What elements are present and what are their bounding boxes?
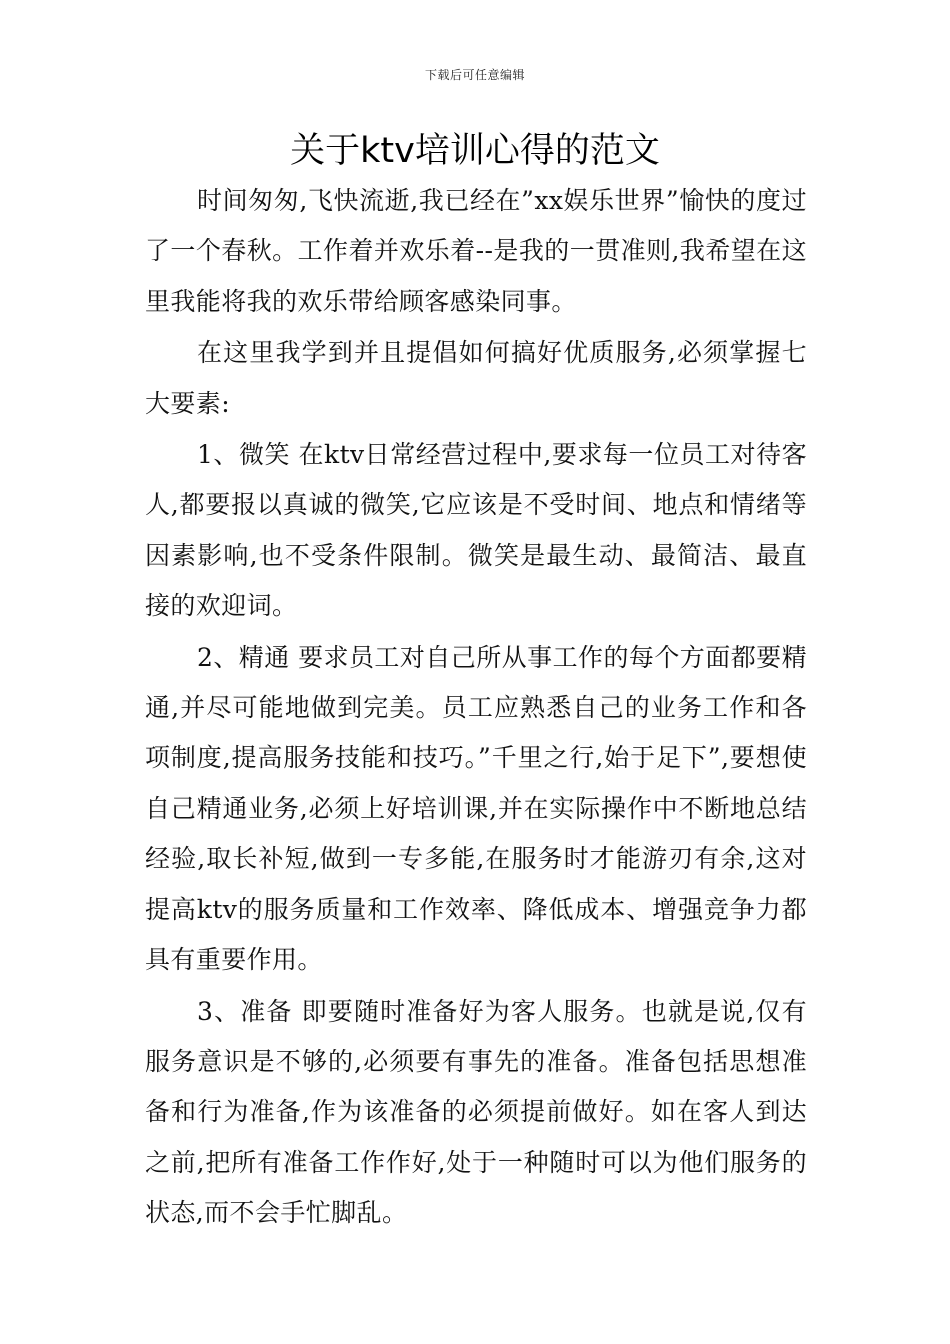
- document-body: [145, 176, 807, 1240]
- document-title: 关于ktv培训心得的范文: [290, 131, 660, 171]
- paragraph-elements-intro: 在这里我学到并且提倡如何搞好优质服务,必须掌握七大要素:: [145, 338, 807, 418]
- header-note: 下载后可任意编辑: [424, 68, 525, 82]
- paragraph-preparation: 3、准备 即要随时准备好为客人服务。也就是说,仅有服务意识是不够的,必须要有事先的准备。准备包括思想准备和行为准备,作为该准备的必须提前做好。如在客人到达之前,把所有准备工作作好,处于一种随时可以为他们服务的状态,而不会手忙脚乱。: [145, 996, 807, 1228]
- paragraph-intro: 时间匆匆,飞快流逝,我已经在”xx娱乐世界”愉快的度过了一个春秋。工作着并欢乐着--是我的一贯准则,我希望在这里我能将我的欢乐带给顾客感染同事。: [145, 186, 807, 316]
- paragraph-smile: 1、微笑 在ktv日常经营过程中,要求每一位员工对待客人,都要报以真诚的微笑,它应该是不受时间、地点和情绪等因素影响,也不受条件限制。微笑是最生动、最简洁、最直接的欢迎词。: [145, 440, 807, 621]
- paragraph-proficiency: 2、精通 要求员工对自己所从事工作的每个方面都要精通,并尽可能地做到完美。员工应熟悉自己的业务工作和各项制度,提高服务技能和技巧。”千里之行,始于足下”,要想使自己精通业务,必须上好培训课,并在实际操作中不断地总结经验,取长补短,做到一专多能,在服务时才能游刃有余,这对提高ktv的服务质量和工作效率、降低成本、增强竞争力都具有重要作用。: [145, 642, 807, 975]
